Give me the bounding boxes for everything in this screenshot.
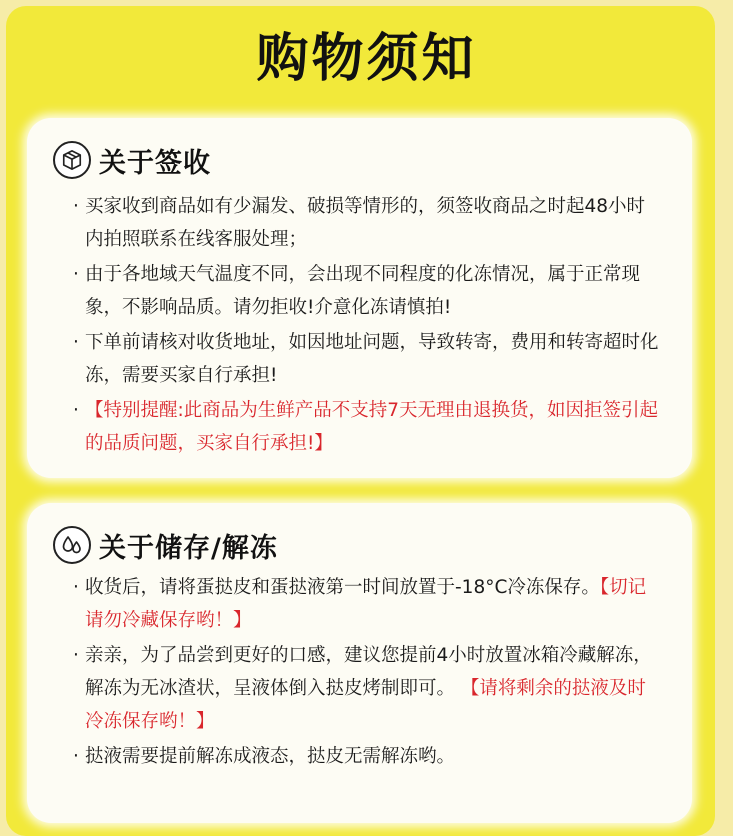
section-title: 关于储存/解冻 xyxy=(99,532,278,564)
droplets-icon xyxy=(53,526,91,564)
section-title: 关于签收 xyxy=(99,147,211,179)
bullet: · xyxy=(73,577,79,598)
list-item xyxy=(73,258,662,324)
bullet: · xyxy=(73,332,79,353)
card-receipt xyxy=(27,118,692,478)
bullet: · xyxy=(73,196,79,217)
box-icon xyxy=(53,141,91,179)
card-storage xyxy=(27,503,692,823)
list-item xyxy=(73,571,662,637)
section-header-receipt xyxy=(53,138,211,182)
item-highlight: 【请将剩余的挞液及时冷冻保存哟！】 xyxy=(85,678,646,732)
storage-notes-list xyxy=(73,571,662,775)
item-text: 买家收到商品如有少漏发、破损等情形的，须签收商品之时起48小时内拍照联系在线客服处理； xyxy=(85,196,646,250)
item-highlight: 【切记请勿冷藏保存哟！】 xyxy=(85,577,647,631)
item-text: 挞液需要提前解冻成液态，挞皮无需解冻哟。 xyxy=(85,746,456,767)
special-reminder: 【特别提醒:此商品为生鲜产品不支持7天无理由退换货，如因拒签引起的品质问题，买家自行承担!】 xyxy=(85,400,659,454)
section-header-storage xyxy=(53,523,278,567)
list-item xyxy=(73,394,662,460)
list-item xyxy=(73,190,662,256)
bullet: · xyxy=(73,400,79,421)
item-text: 收货后，请将蛋挞皮和蛋挞液第一时间放置于-18°C冷冻保存。 xyxy=(85,577,600,598)
item-text: 由于各地域天气温度不同，会出现不同程度的化冻情况，属于正常现象，不影响品质。请勿拒收!介意化冻请慎拍! xyxy=(85,264,641,318)
item-text: 亲亲，为了品尝到更好的口感，建议您提前4小时放置冰箱冷藏解冻，解冻为无冰渣状，呈液体倒入挞皮烤制即可。 xyxy=(85,645,652,699)
bullet: · xyxy=(73,264,79,285)
list-item xyxy=(73,639,662,738)
bullet: · xyxy=(73,645,79,666)
item-text: 下单前请核对收货地址，如因地址问题，导致转寄，费用和转寄超时化冻，需要买家自行承担! xyxy=(85,332,659,386)
list-item xyxy=(73,740,662,773)
page-title: 购物须知 xyxy=(256,29,477,89)
bullet: · xyxy=(73,746,79,767)
receipt-notes-list xyxy=(73,190,662,462)
list-item xyxy=(73,326,662,392)
